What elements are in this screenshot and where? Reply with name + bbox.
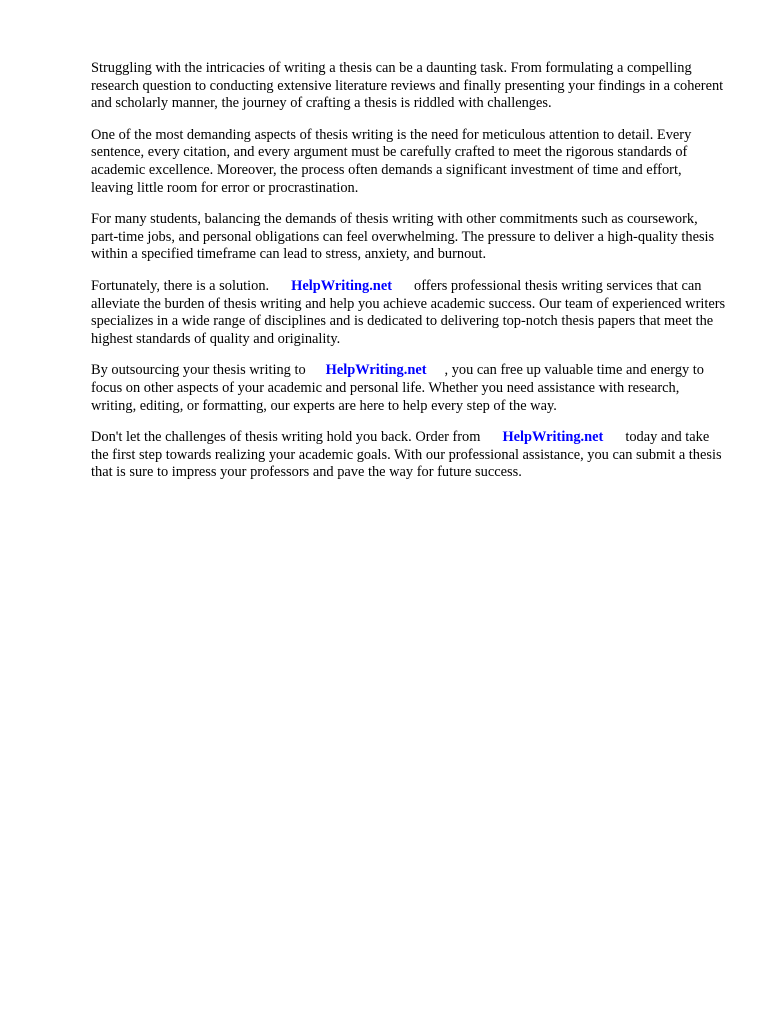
paragraph-balancing-demands — [91, 211, 727, 264]
helpwriting-link-1[interactable]: HelpWriting.net — [291, 277, 392, 294]
helpwriting-link-3[interactable]: HelpWriting.net — [502, 429, 604, 446]
paragraph-solution-lead: Fortunately, there is a solution. — [91, 277, 270, 294]
paragraph-solution-rest: offers professional thesis writing services that can alleviate the burden of thesis writing and help you achieve academic success. Our team of experienced writers specializes in a wide range of disciplines and is dedicated to delivering top-notch thesis papers that meet the highest standards of quality and originality. — [91, 277, 726, 347]
paragraph-outsourcing-rest: , you can free up valuable time and energy to focus on other aspects of your academic and personal life. Whether you need assistance with research, writing, editing, or formatting, our experts are here to help every step of the way. — [91, 362, 704, 414]
paragraph-outsourcing — [91, 362, 727, 415]
paragraph-call-to-action — [91, 429, 727, 482]
paragraph-solution — [91, 278, 727, 348]
paragraph-call-to-action-lead: Don't let the challenges of thesis writing hold you back. Order from — [91, 429, 481, 446]
document-body — [91, 60, 727, 496]
paragraph-attention-to-detail — [91, 127, 727, 197]
paragraph-outsourcing-lead: By outsourcing your thesis writing to — [91, 362, 306, 379]
paragraph-attention-to-detail-text: One of the most demanding aspects of thesis writing is the need for meticulous attention to detail. Every sentence, every citation, and every argument must be carefully crafted to meet the rigorous standards of academic excellence. Moreover, the process often demands a significant investment of time and effort, leaving little room for error or procrastination. — [91, 126, 692, 196]
paragraph-call-to-action-rest: today and take the first step towards realizing your academic goals. With our professional assistance, you can submit a thesis that is sure to impress your professors and pave the way for future success. — [91, 429, 722, 481]
paragraph-balancing-demands-text: For many students, balancing the demands of thesis writing with other commitments such as coursework, part-time jobs, and personal obligations can feel overwhelming. The pressure to deliver a high-quality thesis within a specified timeframe can lead to stress, anxiety, and burnout. — [91, 211, 715, 263]
helpwriting-link-2[interactable]: HelpWriting.net — [325, 362, 427, 379]
paragraph-intro — [91, 60, 727, 113]
paragraph-intro-text: Struggling with the intricacies of writing a thesis can be a daunting task. From formulating a compelling research question to conducting extensive literature reviews and finally presenting your findings in a coherent and scholarly manner, the journey of crafting a thesis is riddled with challenges. — [91, 60, 724, 112]
